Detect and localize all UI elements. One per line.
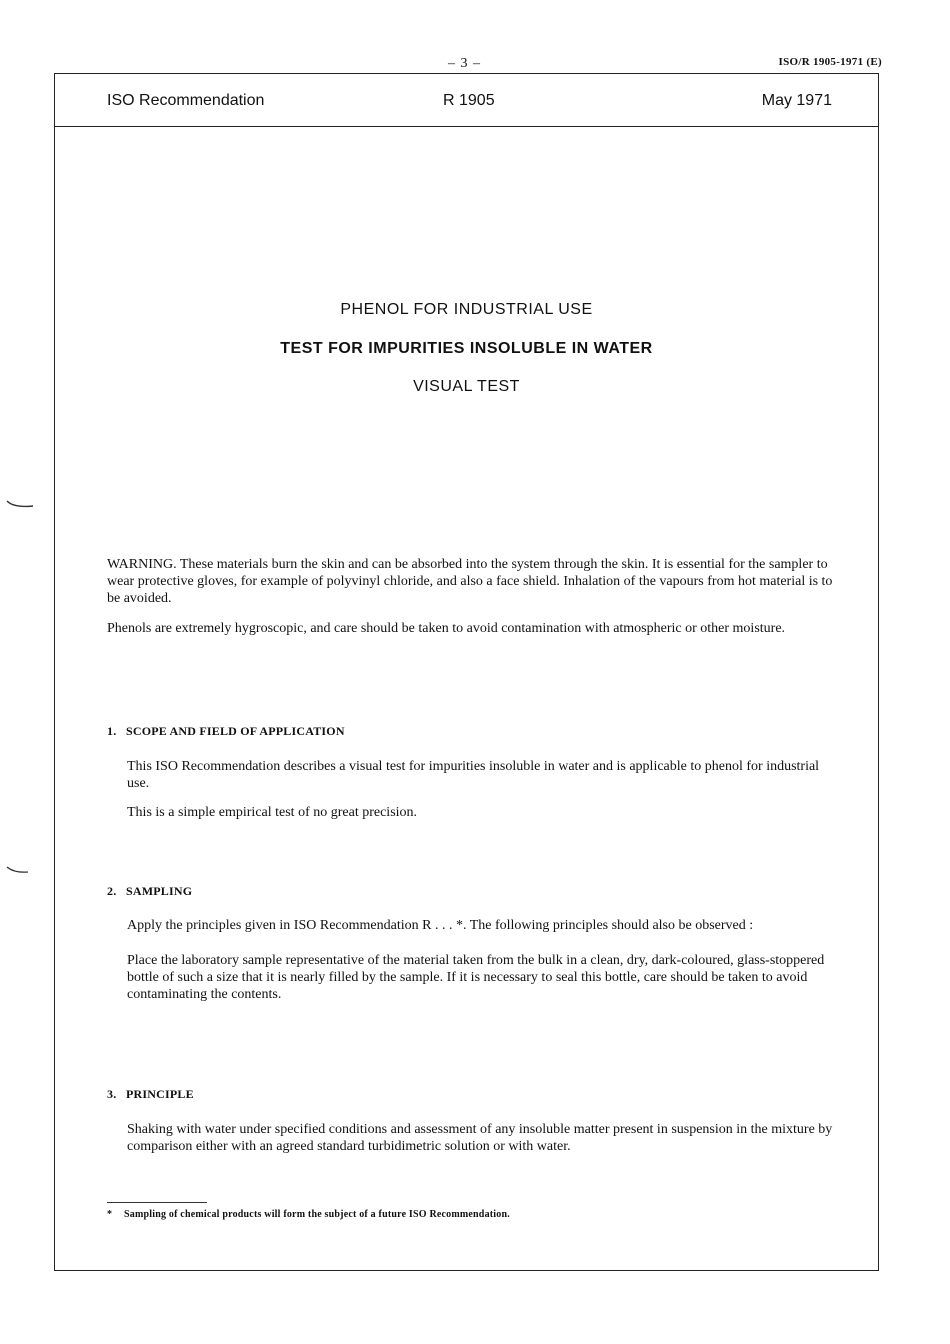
title-line-2: TEST FOR IMPURITIES INSOLUBLE IN WATER bbox=[280, 340, 653, 357]
document-reference: ISO/R 1905-1971 (E) bbox=[778, 56, 882, 68]
section-heading bbox=[107, 884, 192, 899]
section-number: 2. bbox=[107, 884, 117, 898]
footnote-marker: * bbox=[107, 1209, 113, 1220]
document-header bbox=[55, 74, 878, 127]
section-paragraph: This ISO Recommendation describes a visual test for impurities insoluble in water and is applicable to phenol for industrial use. bbox=[127, 759, 820, 791]
warning-paragraph: WARNING. These materials burn the skin and can be absorbed into the system through the skin. It is essential for the sampler to wear protective gloves, for example of polyvinyl chloride, and also a face shield. Inhalation of the vapours from hot material is to be avoided. bbox=[107, 557, 833, 606]
footnote bbox=[107, 1209, 510, 1220]
page-number: – 3 – bbox=[448, 56, 481, 71]
scan-mark bbox=[6, 866, 34, 874]
section-paragraph: Shaking with water under specified conditions and assessment of any insoluble matter present in suspension in the mixture by comparison either with an agreed standard turbidimetric solution or with water. bbox=[127, 1122, 833, 1154]
scan-mark bbox=[6, 500, 34, 508]
footnote-text: Sampling of chemical products will form the subject of a future ISO Recommendation. bbox=[124, 1209, 510, 1220]
section-number: 3. bbox=[107, 1087, 117, 1101]
section-heading bbox=[107, 1087, 194, 1102]
header-organization: ISO Recommendation bbox=[107, 92, 265, 109]
section-number: 1. bbox=[107, 724, 117, 738]
footnote-divider bbox=[107, 1202, 207, 1203]
header-document-number: R 1905 bbox=[443, 92, 495, 109]
title-line-1: PHENOL FOR INDUSTRIAL USE bbox=[340, 301, 593, 318]
section-heading bbox=[107, 724, 345, 739]
hygroscopic-note: Phenols are extremely hygroscopic, and care should be taken to avoid contamination with atmospheric or other moisture. bbox=[107, 621, 786, 636]
section-paragraph: This is a simple empirical test of no great precision. bbox=[127, 805, 418, 820]
section-paragraph: Apply the principles given in ISO Recommendation R . . . *. The following principles should also be observed : bbox=[127, 918, 754, 933]
document-frame bbox=[54, 73, 879, 1271]
header-date: May 1971 bbox=[761, 92, 832, 109]
section-paragraph: Place the laboratory sample representative of the material taken from the bulk in a clean, dry, dark-coloured, glass-stoppered bottle of such a size that it is nearly filled by the sample. If it is necessary to seal this bottle, care should be taken to avoid contaminating the contents. bbox=[127, 953, 825, 1002]
section-title: SCOPE AND FIELD OF APPLICATION bbox=[126, 724, 345, 738]
section-title: PRINCIPLE bbox=[126, 1087, 194, 1101]
title-line-3: VISUAL TEST bbox=[413, 378, 520, 395]
section-title: SAMPLING bbox=[126, 884, 193, 898]
